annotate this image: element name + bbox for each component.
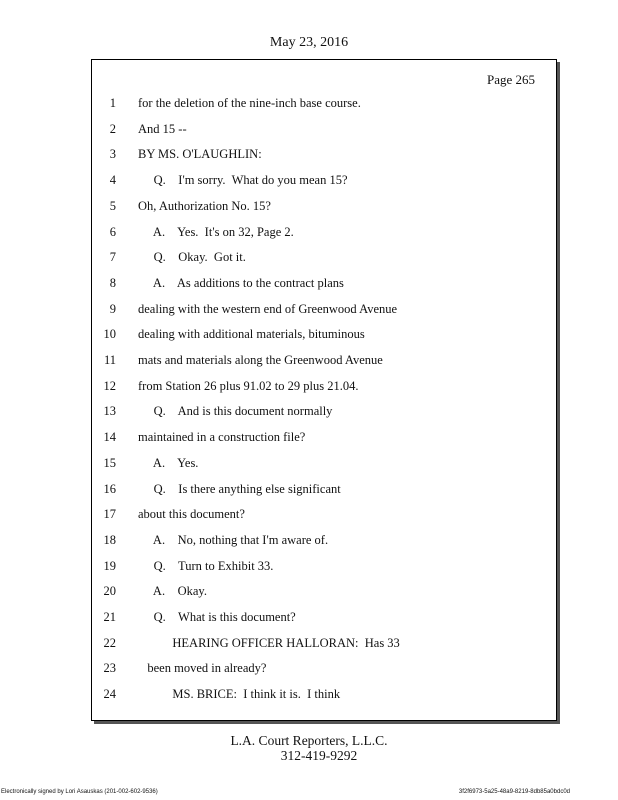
transcript-page-frame	[91, 59, 557, 721]
line-number: 3	[109, 147, 116, 162]
transcript-line: A. Yes.	[138, 455, 199, 470]
line-number: 15	[103, 455, 116, 470]
transcript-line: A. Yes. It's on 32, Page 2.	[138, 224, 294, 239]
transcript-line: about this document?	[138, 507, 245, 522]
transcript-line: from Station 26 plus 91.02 to 29 plus 21.04.	[138, 378, 359, 393]
line-number: 10	[103, 327, 116, 342]
transcript-line: Q. Turn to Exhibit 33.	[138, 558, 274, 573]
line-number: 14	[103, 430, 116, 445]
line-number: 1	[109, 96, 116, 110]
line-number: 11	[103, 353, 116, 367]
transcript-line: BY MS. O'LAUGHLIN:	[138, 147, 262, 162]
line-number: 21	[103, 610, 116, 624]
line-number: 7	[109, 250, 116, 265]
transcript-line: A. Okay.	[138, 584, 207, 599]
transcript-line: dealing with additional materials, bituminous	[138, 327, 365, 342]
transcript-line: Q. Okay. Got it.	[138, 250, 246, 265]
line-number: 2	[109, 121, 116, 136]
transcript-line: MS. BRICE: I think it is. I think	[138, 687, 341, 702]
line-number: 17	[103, 507, 116, 522]
line-number: 5	[109, 198, 116, 213]
line-number: 13	[103, 404, 116, 419]
header-date: May 23, 2016	[269, 35, 349, 50]
footer-company: L.A. Court Reporters, L.L.C.	[230, 733, 388, 748]
transcript-line: Q. And is this document normally	[138, 404, 333, 419]
transcript-line: for the deletion of the nine-inch base course.	[138, 96, 361, 110]
line-number: 8	[109, 275, 116, 290]
transcript-line: Q. I'm sorry. What do you mean 15?	[138, 173, 348, 188]
transcript-line: Q. Is there anything else significant	[138, 481, 341, 496]
line-number: 9	[109, 301, 116, 316]
electronic-signature: Electronically signed by Lori Asauskas (201-002-602-9536)	[1, 789, 158, 795]
transcript-line: And 15 --	[138, 121, 187, 136]
line-number: 23	[103, 661, 116, 676]
line-number: 6	[109, 224, 116, 239]
transcript-line: been moved in already?	[138, 661, 267, 676]
transcript-line: maintained in a construction file?	[138, 430, 306, 445]
line-number: 16	[103, 481, 116, 496]
transcript-line: A. As additions to the contract plans	[138, 275, 344, 290]
transcript-line: HEARING OFFICER HALLORAN: Has 33	[138, 635, 400, 650]
line-number: 22	[103, 635, 116, 650]
page-number: Page 265	[486, 72, 535, 87]
document-id: 3f2f6973-5a25-48a9-8219-8db85a0bdc0d	[458, 789, 570, 795]
transcript-line: Oh, Authorization No. 15?	[138, 198, 271, 213]
line-number: 12	[103, 378, 116, 393]
line-number: 19	[103, 558, 116, 573]
footer-phone: 312-419-9292	[280, 748, 358, 763]
transcript-line: Q. What is this document?	[138, 610, 296, 624]
line-number: 18	[103, 532, 116, 547]
transcript-line: A. No, nothing that I'm aware of.	[138, 532, 329, 547]
line-number: 4	[109, 173, 116, 188]
transcript-line: dealing with the western end of Greenwood Avenue	[138, 301, 398, 316]
line-number: 20	[103, 584, 116, 599]
line-number: 24	[103, 687, 116, 702]
transcript-line: mats and materials along the Greenwood Avenue	[138, 353, 383, 367]
